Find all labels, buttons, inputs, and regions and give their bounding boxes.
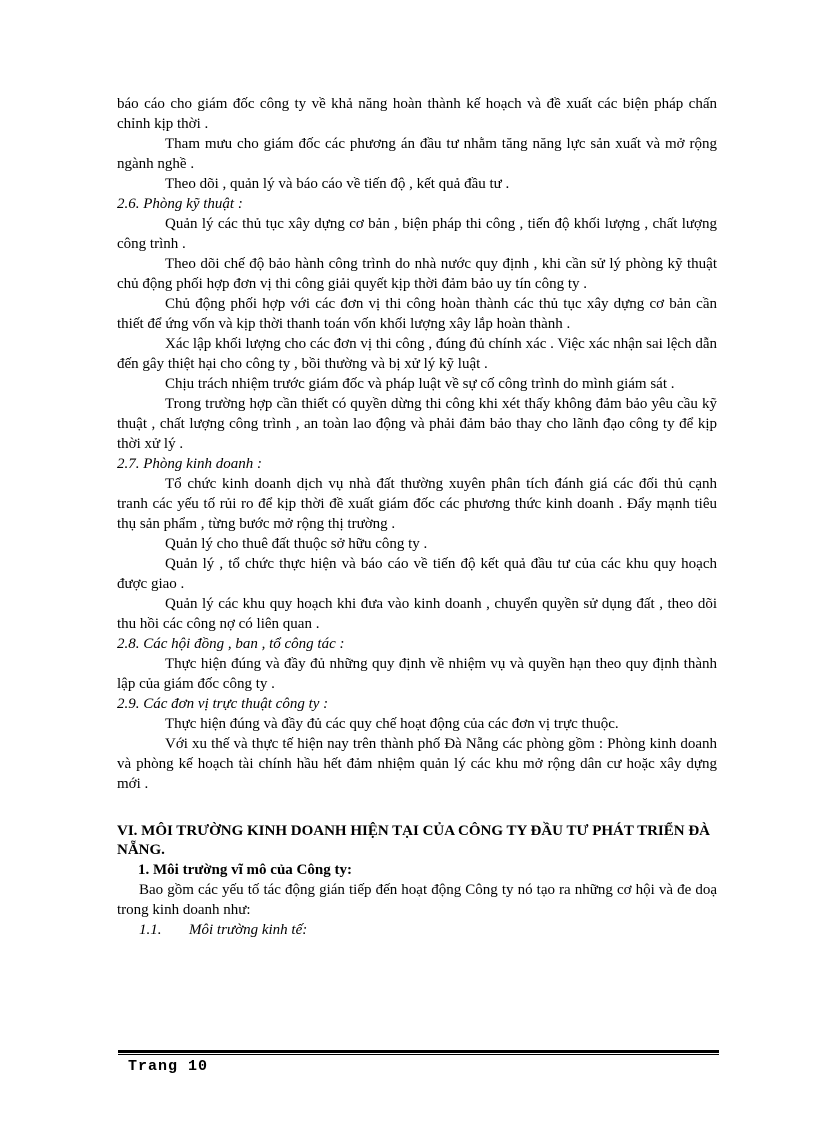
subsection-label: Môi trường kinh tế:	[189, 922, 308, 938]
section-heading-2-7: 2.7. Phòng kinh doanh :	[117, 456, 262, 472]
paragraph: Theo dõi , quản lý và báo cáo về tiến độ , kết quả đầu tư .	[165, 176, 510, 192]
paragraph: Trong trường hợp cần thiết có quyền dừng thi công khi xét thấy không đảm bảo yêu cầu kỹ thuật , chất lượng công trình , an toàn lao động và phải đảm bảo thay cho lãnh đạo công ty để kịp thời xử lý .	[117, 396, 717, 452]
paragraph: Quản lý các thủ tục xây dựng cơ bản , biện pháp thi công , tiến độ khối lượng , chất lượng công trình .	[117, 216, 717, 252]
paragraph: Chủ động phối hợp với các đơn vị thi công hoàn thành các thủ tục xây dựng cơ bản cần thiết để ứng vốn và kịp thời thanh toán vốn khối lượng xây lắp hoàn thành .	[117, 296, 717, 332]
paragraph: báo cáo cho giám đốc công ty về khả năng hoàn thành kế hoạch và đề xuất các biện pháp chấn chỉnh kịp thời .	[117, 96, 717, 132]
section-title-vi: VI. MÔI TRƯỜNG KINH DOANH HIỆN TẠI CỦA CÔNG TY ĐẦU TƯ PHÁT TRIỂN ĐÀ NẴNG.	[117, 823, 710, 858]
subsection-title-1: 1. Môi trường vĩ mô của Công ty:	[138, 862, 352, 878]
paragraph: Xác lập khối lượng cho các đơn vị thi công , đúng đủ chính xác . Việc xác nhận sai lệch dẫn đến gây thiệt hại cho công ty , bồi thường và bị xử lý kỹ luật .	[117, 336, 717, 372]
paragraph: Quản lý các khu quy hoạch khi đưa vào kinh doanh , chuyển quyền sử dụng đất , theo dõi thu hồi các công nợ có liên quan .	[117, 596, 717, 632]
paragraph: Quản lý , tổ chức thực hiện và báo cáo về tiến độ kết quả đầu tư của các khu quy hoạch được giao .	[117, 556, 717, 592]
document-body	[117, 94, 717, 940]
paragraph: Chịu trách nhiệm trước giám đốc và pháp luật về sự cố công trình do mình giám sát .	[165, 376, 675, 392]
section-heading-2-9: 2.9. Các đơn vị trực thuật công ty :	[117, 696, 329, 712]
footer-rule	[118, 1050, 719, 1055]
paragraph: Tổ chức kinh doanh dịch vụ nhà đất thường xuyên phân tích đánh giá các đối thủ cạnh tranh các yếu tố rủi ro để kịp thời đề xuất giám đốc các phương thức kinh doanh . Đẩy mạnh tiêu thụ sản phẩm , từng bước mở rộng thị trường .	[117, 476, 717, 532]
section-heading-2-8: 2.8. Các hội đồng , ban , tổ công tác :	[117, 636, 345, 652]
subsection-number: 1.1.	[139, 922, 162, 938]
section-heading-2-6: 2.6. Phòng kỹ thuật :	[117, 196, 243, 212]
subsection-title-1-1	[139, 920, 717, 940]
paragraph: Thực hiện đúng và đầy đủ các quy chế hoạt động của các đơn vị trực thuộc.	[165, 716, 619, 732]
page-number: Trang 10	[128, 1058, 209, 1075]
paragraph: Với xu thế và thực tế hiện nay trên thành phố Đà Nẵng các phòng gồm : Phòng kinh doanh và phòng kế hoạch tài chính hầu hết đảm nhiệm quản lý các khu mở rộng dân cư hoặc xây dựng mới .	[117, 736, 717, 792]
paragraph: Theo dõi chế độ bảo hành công trình do nhà nước quy định , khi cần sử lý phòng kỹ thuật chủ động phối hợp đơn vị thi công giải quyết kịp thời đảm bảo uy tín công ty .	[117, 256, 717, 292]
paragraph: Tham mưu cho giám đốc các phương án đầu tư nhằm tăng năng lực sản xuất và mở rộng ngành nghề .	[117, 136, 717, 172]
paragraph: Bao gồm các yếu tố tác động gián tiếp đến hoạt động Công ty nó tạo ra những cơ hội và đe doạ trong kinh doanh như:	[117, 882, 717, 918]
paragraph: Thực hiện đúng và đầy đủ những quy định về nhiệm vụ và quyền hạn theo quy định thành lập của giám đốc công ty .	[117, 656, 717, 692]
paragraph: Quản lý cho thuê đất thuộc sở hữu công ty .	[165, 536, 428, 552]
